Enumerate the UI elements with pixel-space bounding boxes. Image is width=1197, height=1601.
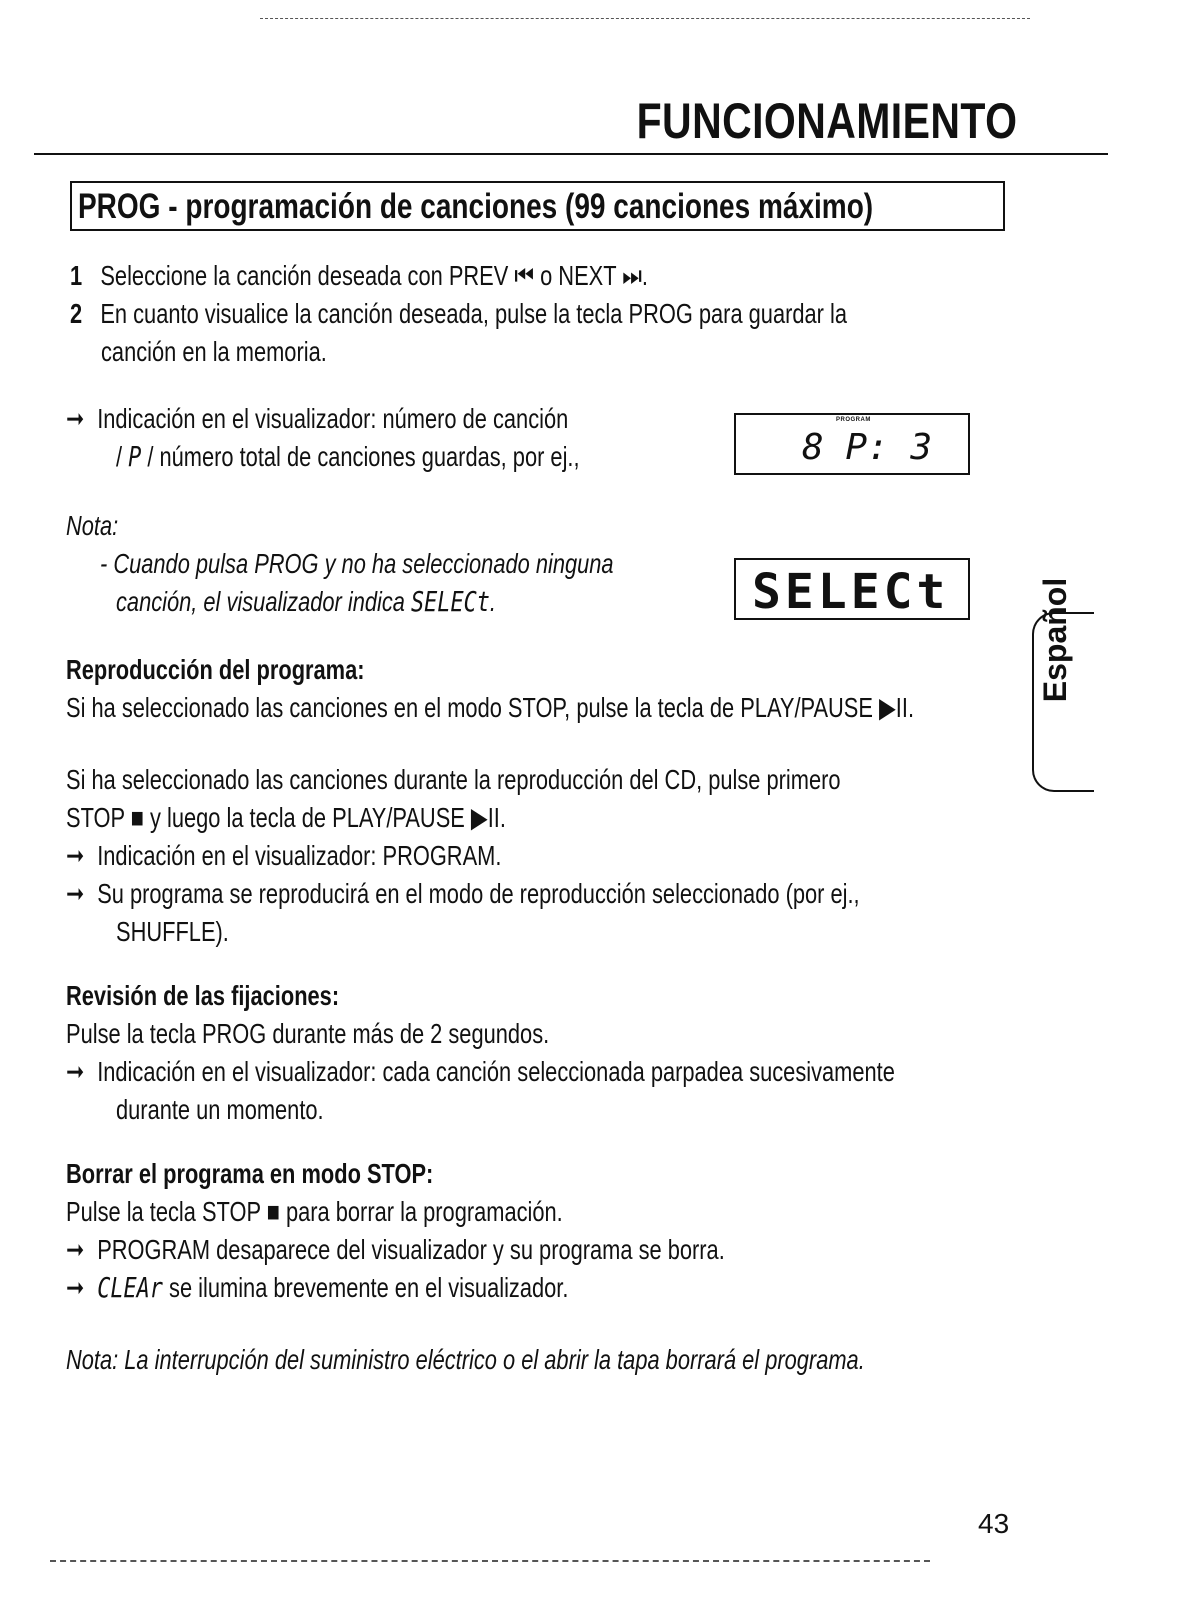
language-label: Español [1037, 577, 1073, 703]
playback-p2b: STOP ■ y luego la tecla de PLAY/PAUSE ▶II. [66, 802, 506, 833]
lcd-program-label: PROGRAM [836, 417, 871, 423]
clear-result-1: ➞ PROGRAM desaparece del visualizador y su programa se borra. [66, 1232, 725, 1268]
step-2-cont: canción en la memoria. [101, 336, 327, 367]
arrow-icon: ➞ [66, 1234, 85, 1265]
indication-1-line2: / P / número total de canciones guardas, por ej., [116, 440, 580, 473]
lcd-clear-inline: CLEAr [97, 1271, 163, 1304]
clear-p1: Pulse la tecla STOP ■ para borrar la programación. [66, 1196, 563, 1227]
arrow-icon: ➞ [66, 840, 85, 871]
review-result-1-cont: durante un momento. [116, 1094, 324, 1125]
playback-result-2: ➞ Su programa se reproducirá en el modo de reproducción seleccionado (por ej., [66, 876, 860, 912]
playback-p1: Si ha seleccionado las canciones en el modo STOP, pulse la tecla de PLAY/PAUSE ▶II. [66, 692, 915, 723]
playback-result-1: ➞ Indicación en el visualizador: PROGRAM. [66, 838, 501, 874]
arrow-icon: ➞ [66, 1056, 85, 1087]
playback-result-2-cont: SHUFFLE). [116, 916, 229, 947]
lcd-display-select [734, 558, 970, 620]
note-1-line2: canción, el visualizador indica SELECt. [116, 585, 496, 618]
section-title: PROG - programación de canciones (99 canciones máximo) [78, 187, 874, 226]
step-2: 2 En cuanto visualice la canción deseada, pulse la tecla PROG para guardar la [70, 298, 848, 329]
title-rule [34, 153, 1108, 155]
lcd-select-inline: SELECt [411, 585, 490, 618]
page-title: FUNCIONAMIENTO [636, 93, 1017, 149]
step-1-text: Seleccione la canción deseada con PREV ⏮ o NEXT ⏭. [100, 260, 648, 291]
footnote: Nota: La interrupción del suministro eléctrico o el abrir la tapa borrará el programa. [66, 1344, 865, 1375]
note-1-line1: - Cuando pulsa PROG y no ha seleccionado ninguna [100, 548, 614, 579]
section-title-box [70, 181, 1005, 231]
arrow-icon: ➞ [66, 1272, 85, 1303]
scan-artifact-top [260, 18, 1030, 19]
review-result-1: ➞ Indicación en el visualizador: cada canción seleccionada parpadea sucesivamente [66, 1054, 895, 1090]
lcd-select-text: SELECt [752, 564, 950, 620]
step-1: 1 Seleccione la canción deseada con PREV ⏮ o NEXT ⏭. [70, 260, 648, 291]
indication-1-line1: ➞ Indicación en el visualizador: número de canción [66, 401, 568, 437]
lcd-display-program [734, 413, 970, 475]
playback-heading: Reproducción del programa: [66, 654, 365, 685]
lcd-program-text: 8 P: 3 [802, 427, 933, 468]
clear-result-2: ➞ CLEAr se ilumina brevemente en el visualizador. [66, 1271, 569, 1304]
arrow-icon: ➞ [66, 403, 85, 434]
review-heading: Revisión de las fijaciones: [66, 980, 340, 1011]
arrow-icon: ➞ [66, 878, 85, 909]
scan-artifact-bottom [50, 1560, 930, 1562]
page-number: 43 [978, 1508, 1010, 1539]
review-p1: Pulse la tecla PROG durante más de 2 segundos. [66, 1018, 550, 1049]
step-2-text: En cuanto visualice la canción deseada, pulse la tecla PROG para guardar la [100, 298, 848, 329]
lcd-p-symbol: P [128, 440, 142, 473]
playback-p2a: Si ha seleccionado las canciones durante la reproducción del CD, pulse primero [66, 764, 841, 795]
note-1-label: Nota: [66, 510, 119, 541]
clear-heading: Borrar el programa en modo STOP: [66, 1158, 434, 1189]
